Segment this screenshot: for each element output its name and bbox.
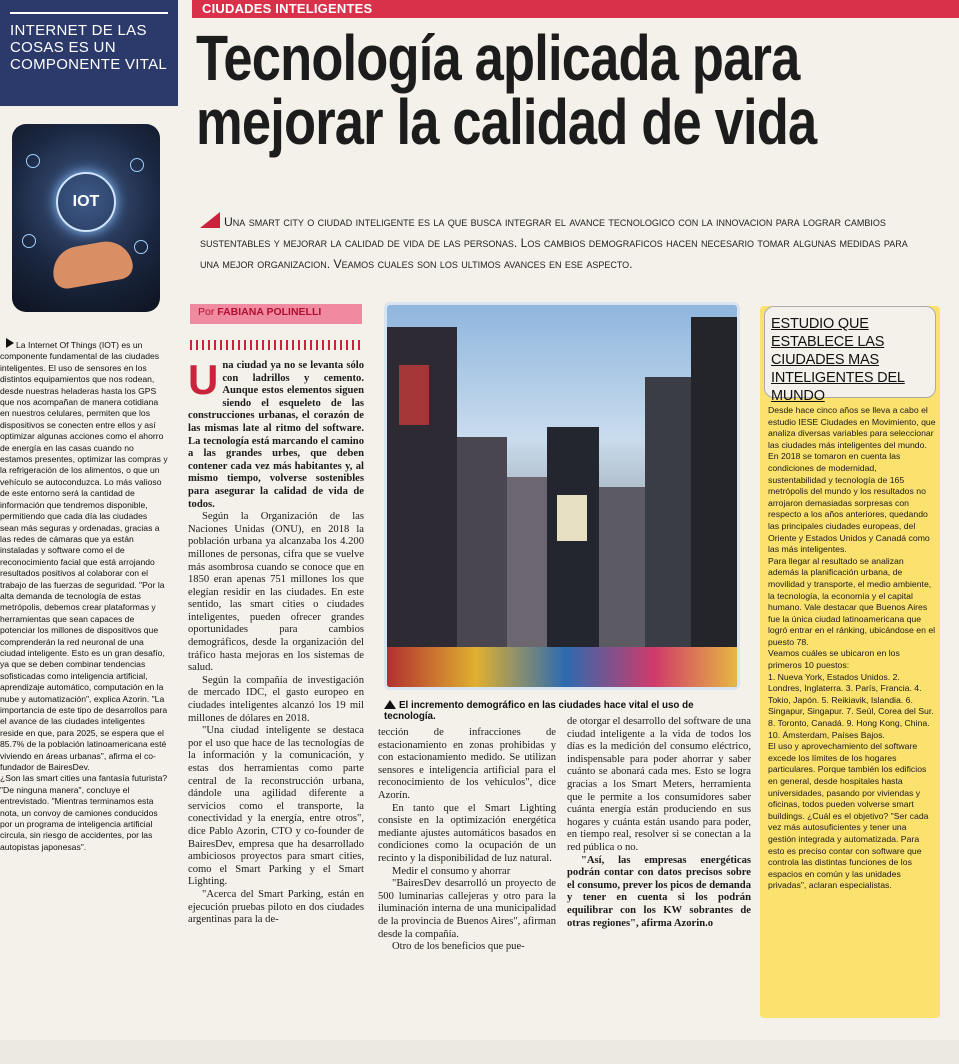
sidebar-header	[0, 0, 178, 106]
headline-line-2: mejorar la calidad de vida	[196, 86, 817, 158]
subheading	[378, 866, 556, 879]
sidebar-body	[0, 338, 168, 853]
bullet-triangle-icon	[6, 338, 14, 348]
headline-line-1: Tecnología aplicada para	[196, 22, 800, 94]
article-paragraph: "Acerca del Smart Parking, están en ejecución pruebas piloto en dos ciudades argentinas para la de-	[188, 888, 364, 926]
device-icon	[22, 234, 36, 248]
quote-text: "Así, las empresas energéticas podrán contar con datos precisos sobre el consumo, prever los picos de demanda y tener en cuenta si los podrán equilibrar con los KW sobrantes de otras regiones", afirma Azorin.o	[567, 854, 751, 929]
article-paragraph: tección de infracciones de estacionamiento en zonas prohibidas y con estacionamiento medido. Se utilizan sensores e inteligencia artificial para el reconocimiento de los vehículos", dice Azorín.	[378, 727, 556, 801]
article-column-3	[567, 716, 751, 930]
study-title-box	[764, 306, 936, 404]
study-paragraph: El uso y aprovechamiento del software excede los límites de los hogares particulares. Porque también los edificios en general, desde hospitales hasta universidades, pasando por viviendas y oficinas, todos pueden volverse smart buildings. ¿Cuál es el objetivo? "Ser cada vez más autosuficientes y tener una gestión integrada y automatizada. Para esto es preciso contar con software que controla las distintas funciones de los espacios en común y las unidades privadas", aclaran especialistas.	[768, 741, 929, 891]
page-bottom-margin	[0, 1040, 959, 1064]
article-paragraph: Según la Organización de las Naciones Unidas (ONU), en 2018 la población urbana ya alcanzaba los 4.200 millones de personas, cifra que se vuelve más asombrosa cuando se conoce que en 1850 eran apenas 751 millones los que elegían residir en las ciudades. En este sentido, las smart cities o ciudades inteligentes, pueden ofrecer grandes oportunidades para cambios demográficos, desde la organización del tráfico hasta mejoras en los sistemas de salud.	[188, 511, 364, 674]
building-shape	[691, 317, 740, 687]
sidebar-text: ¿Son las smart cities una fantasía futurista? "De ninguna manera", concluye el entrevistado. "Mientras terminamos esta nota, un convoy de camiones conducidos por un programa de inteligencia artificial circula, sin riesgo de accidentes, por las autopistas japonesas".	[0, 773, 168, 852]
caption-triangle-icon	[384, 700, 396, 709]
device-icon	[134, 240, 148, 254]
street-lights-shape	[387, 647, 740, 687]
study-body	[768, 405, 936, 892]
headline	[196, 22, 819, 158]
study-paragraph: Para llegar al resultado se analizan además la planificación urbana, de movilidad y transporte, el medio ambiente, la tecnología, la economía y el capital humano. Vale destacar que Buenos Aires fue la única ciudad latinoamericana que logró entrar en el ránking, ubicándose en el puesto 78.	[768, 555, 936, 647]
iot-photo	[12, 124, 160, 312]
subheading-text: Medir el consumo y ahorrar	[392, 865, 511, 877]
decorative-ticks	[190, 340, 362, 350]
deck-triangle-icon	[200, 212, 220, 228]
times-square-photo	[384, 302, 740, 690]
section-label: CIUDADES INTELIGENTES	[202, 1, 373, 16]
sidebar-paragraph	[0, 773, 168, 853]
device-icon	[26, 154, 40, 168]
study-title: ESTUDIO QUE ESTABLECE LAS CIUDADES MAS INTELIGENTES DEL MUNDO	[771, 316, 905, 404]
study-paragraph: Veamos cuáles se ubicaron en los primeros 10 puestos:	[768, 648, 900, 671]
deck	[200, 212, 930, 275]
billboard-shape	[399, 365, 429, 425]
building-shape	[645, 377, 691, 687]
drop-cap: U	[188, 356, 219, 403]
byline-prefix: Por	[198, 306, 215, 318]
study-paragraph: 1. Nueva York, Estados Unidos. 2. Londres, Inglaterra. 3. París, Francia. 4. Tokio, Japón. 5. Reikiavik, Islandia. 6. Singapur, Singapur. 7. Seúl, Corea del Sur. 8. Toronto, Canadá. 9. Hong Kong, China. 10. Ámsterdam, Países Bajos.	[768, 671, 934, 740]
study-paragraph: Desde hace cinco años se lleva a cabo el estudio IESE Ciudades en Movimiento, que analiza diversas variables para seleccionar las ciudades más inteligentes del mundo. En 2018 se tomaron en cuenta las condiciones de modernidad, sustentabilidad y tecnología de 165 metrópolis del mundo y los resultados no arrojaron demasiadas sorpresas con respecto a los años anteriores, quedando las principales ciudades europeas, del Oriente y Estados Unidos y Canadá como las más inteligentes.	[768, 405, 936, 555]
sidebar-heading: INTERNET DE LAS COSAS ES UN COMPONENTE VITAL	[10, 22, 168, 73]
article-paragraph: "BairesDev desarrolló un proyecto de 500 luminarias callejeras y otro para la iluminación interna de una municipalidad de la provincia de Buenos Aires", afirman desde la compañía.	[378, 878, 556, 940]
article-paragraph: Según la compañía de investigación de mercado IDC, el gasto europeo en ciudades inteligentes alcanzó los 19 mil millones de dólares en 2018.	[188, 674, 364, 724]
article-column-2	[378, 727, 556, 954]
sidebar-paragraph	[0, 338, 168, 773]
byline	[190, 304, 362, 324]
device-icon	[130, 158, 144, 172]
deck-text: Una smart city o ciudad inteligente es la que busca integrar el avance tecnologico con la innovacion para lograr cambios sustentables y mejorar la calidad de vida de las personas. Los cambios demograficos hacen necesario tomar algunas medidas para una mejor organizacion. Veamos cuales son los ultimos avances en ese aspecto.	[200, 215, 908, 271]
iot-hub-icon	[56, 172, 116, 232]
caption-text: El incremento demográfico en las ciudades hace vital el uso de tecnología.	[384, 700, 694, 722]
article-paragraph: En tanto que el Smart Lighting consiste en la optimización energética mediante ajustes automáticos basados en condiciones como la ocupación de un recinto y la disponibilidad de luz natural.	[378, 802, 556, 864]
billboard-shape	[557, 495, 587, 541]
article-paragraph: "Una ciudad inteligente se destaca por el uso que hace de las tecnologías de la información y la comunicación, y estas dos herramientas como parte central de la reconstrucción urbana, dándole una agilidad diferente a servicios como el transporte, la conectividad y la energía, entre otros", dice Pablo Azorin, CTO y co-founder de BairesDev, empresa que ha desarrollado ambiciosos proyectos para smart cities, como el Smart Parking y el Smart Lighting.	[188, 725, 364, 888]
byline-author: FABIANA POLINELLI	[217, 306, 322, 318]
article-paragraph	[567, 855, 751, 931]
article-paragraph: Otro de los beneficios que pue-	[392, 941, 525, 953]
article-column-1	[188, 356, 364, 927]
article-paragraph: de otorgar el desarrollo del software de una ciudad inteligente a la vida de todos los días es la medición del consumo eléctrico, indispensable para poder ahorrar y saber cuánto se abonará cada mes. Esto se logra gracias a los Smart Meters, herramienta que le permite a los consumidores saber cuánta energía están produciendo en sus hogares y cuánta están usando para poder, en tiempo real, resolver si se conectan a la red pública o no.	[567, 716, 751, 853]
iot-label: IOT	[72, 193, 100, 210]
divider	[10, 12, 168, 14]
article-paragraph	[188, 356, 364, 511]
lead-text: na ciudad ya no se levanta sólo con ladrillos y cemento. Aunque estos elementos siguen siendo el esqueleto de las construcciones urbanas, el corazón de las mismas late al ritmo del software. La tecnología está marcando el camino a las grandes urbes, que deben contener cada vez más habitantes y, al mismo tiempo, volverse sostenibles para asegurar la calidad de vida de todos.	[188, 360, 364, 510]
hand-icon	[49, 237, 135, 290]
sidebar-text: La Internet Of Things (IOT) es un componente fundamental de las ciudades inteligentes. El uso de sensores en los distintos equipamientos que nos rodean, desde nuestras heladeras hasta los GPS que nos acompañan de manera cotidiana en nuestros celulares, permiten que los dispositivos se conecten entre ellos y así optimizar algunas acciones como el ahorro de energía en las casas cuando no estamos presentes, optimizar las compras y la refrigeración de los alimentos, o que un vehículo se autoconduzca. Lo más valioso de este entorno será la cantidad de información que tendremos disponible, permitiendo que cada día las ciudades sean más seguras y ordenadas, gracias a las redes de cámaras que ya están instaladas y software como el de reconocimiento facial que está arrojando resultados positivos al colaborar con el trabajo de las fuerzas de seguridad. "Por la alta demanda de tecnología de estas metrópolis, debemos crear plataformas y herramientas que sean capaces de potenciar los millones de dispositivos que comprenderán la red neuronal de una ciudad inteligente. Esto es un gran desafío, ya que se deben combinar tendencias sofisticadas como inteligencia artificial, aprendizaje automático, computación en la nube y automatización", explica Azorin. "La importancia de este tipo de desarrollos para el avance de las ciudades inteligentes reside en que, para 2025, se espera que el 85.7% de la población latinoamericana esté viviendo en áreas urbanas", afirma el co-fundador de BairesDev.	[0, 340, 168, 773]
